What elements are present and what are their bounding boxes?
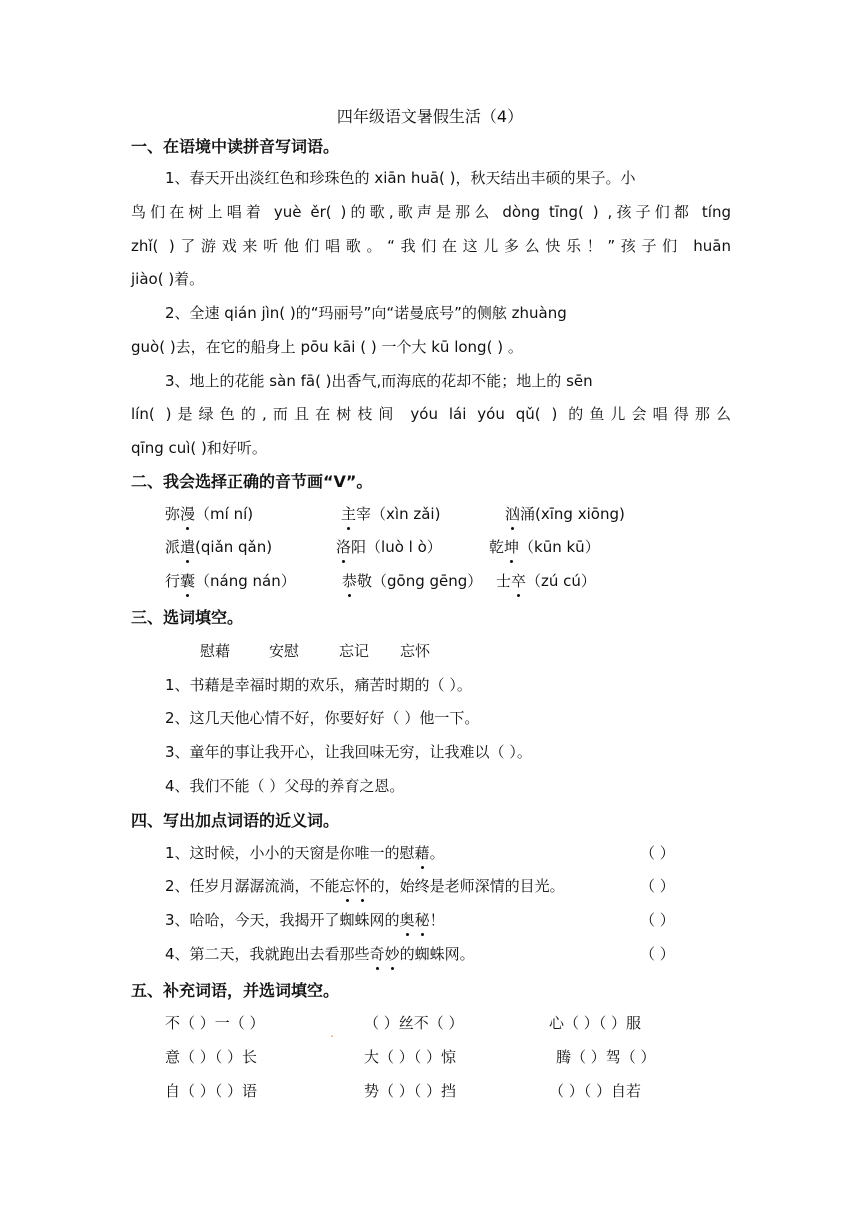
s4-item-4: 4、第二天，我就跑出去看那些奇妙的蜘蛛网。 [165, 945, 475, 963]
idiom-blank[interactable]: 意（ ）（ ）长 [165, 1048, 258, 1066]
word-option: 忘记 [339, 642, 370, 660]
stray-mark: . [330, 1026, 334, 1040]
idiom-blank[interactable]: 大（ ）（ ）惊 [364, 1048, 457, 1066]
idiom-blank[interactable]: 自（ ）（ ）语 [165, 1082, 258, 1100]
s3-item-1: 1、书藉是幸福时期的欢乐，痛苦时期的（ ）。 [165, 676, 472, 694]
s2-item: 主宰（xìn zǎi) [341, 505, 441, 523]
section-3-heading: 三、选词填空。 [131, 608, 244, 627]
s4-item-3: 3、哈哈，今天，我揭开了蜘蛛网的奥秘！ [165, 911, 445, 929]
s2-item: 士卒（zú cú） [496, 572, 596, 590]
s3-item-2: 2、这几天他心情不好，你要好好（ ）他一下。 [165, 709, 480, 727]
word-option: 慰藉 [200, 642, 231, 660]
s2-item: 行囊（náng nán） [165, 572, 296, 590]
page-title: 四年级语文暑假生活（4） [336, 107, 524, 126]
answer-blank[interactable]: （ ） [640, 844, 675, 862]
s2-item: 派遣(qiǎn qǎn) [165, 538, 273, 556]
idiom-blank[interactable]: （ ）丝不（ ） [364, 1014, 464, 1032]
idiom-blank[interactable]: 心（ ）（ ）服 [549, 1014, 642, 1032]
answer-blank[interactable]: （ ） [640, 911, 675, 929]
s1-line-2: 鸟们在树上唱着 yuè ěr( )的歌,歌声是那么 dòng tīng( ) ,孩子们都 tíng [131, 203, 731, 221]
s1-line-8: lín( )是绿色的,而且在树枝间 yóu lái yóu qǔ( ) 的鱼儿会唱得那么 [131, 405, 731, 423]
s1-line-6: guò( )去，在它的船身上 pōu kāi ( ) 一个大 kū long( ) 。 [131, 338, 523, 356]
s2-item: 洛阳（luò l ò） [336, 538, 442, 556]
s2-item: 乾坤（kūn kū） [489, 538, 600, 556]
s1-line-3: zhǐ( )了游戏来听他们唱歌。“我们在这儿多么快乐！”孩子们 huān [131, 237, 731, 255]
s1-line-5: 2、全速 qián jìn( )的“玛丽号”向“诺曼底号”的侧舷 zhuàng [165, 304, 567, 322]
section-4-heading: 四、写出加点词语的近义词。 [131, 811, 340, 830]
idiom-blank[interactable]: 势（ ）（ ）挡 [364, 1082, 457, 1100]
idiom-blank[interactable]: 腾（ ）驾（ ） [556, 1048, 656, 1066]
s2-item: 弥漫（mí ní) [165, 505, 254, 523]
s2-item: 恭敬（gōng gēng） [342, 572, 483, 590]
s4-item-1: 1、这时候，小小的天窗是你唯一的慰藉。 [165, 844, 445, 862]
section-1-heading: 一、在语境中读拼音写词语。 [131, 137, 340, 156]
s3-item-4: 4、我们不能（ ）父母的养育之恩。 [165, 777, 405, 795]
s2-item: 汹涌(xīng xiōng) [505, 505, 625, 523]
s4-item-2: 2、任岁月潺潺流淌，不能忘怀的，始终是老师深情的目光。 [165, 877, 565, 895]
answer-blank[interactable]: （ ） [640, 877, 675, 895]
answer-blank[interactable]: （ ） [640, 945, 675, 963]
s1-line-1: 1、春天开出淡红色和珍珠色的 xiān huā( )，秋天结出丰硕的果子。小 [165, 169, 636, 187]
word-option: 忘怀 [400, 642, 431, 660]
s3-item-3: 3、童年的事让我开心，让我回味无穷，让我难以（ ）。 [165, 743, 532, 761]
section-2-heading: 二、我会选择正确的音节画“V”。 [131, 472, 373, 491]
idiom-blank[interactable]: 不（ ）一（ ） [165, 1014, 265, 1032]
s1-line-4: jiào( )着。 [131, 270, 205, 288]
word-option: 安慰 [269, 642, 300, 660]
idiom-blank[interactable]: （ ）（ ）自若 [549, 1082, 642, 1100]
s1-line-9: qīng cuì( )和好听。 [131, 439, 267, 457]
s1-line-7: 3、地上的花能 sàn fā( )出香气,而海底的花却不能；地上的 sēn [165, 372, 593, 390]
section-5-heading: 五、补充词语，并选词填空。 [131, 981, 340, 1000]
